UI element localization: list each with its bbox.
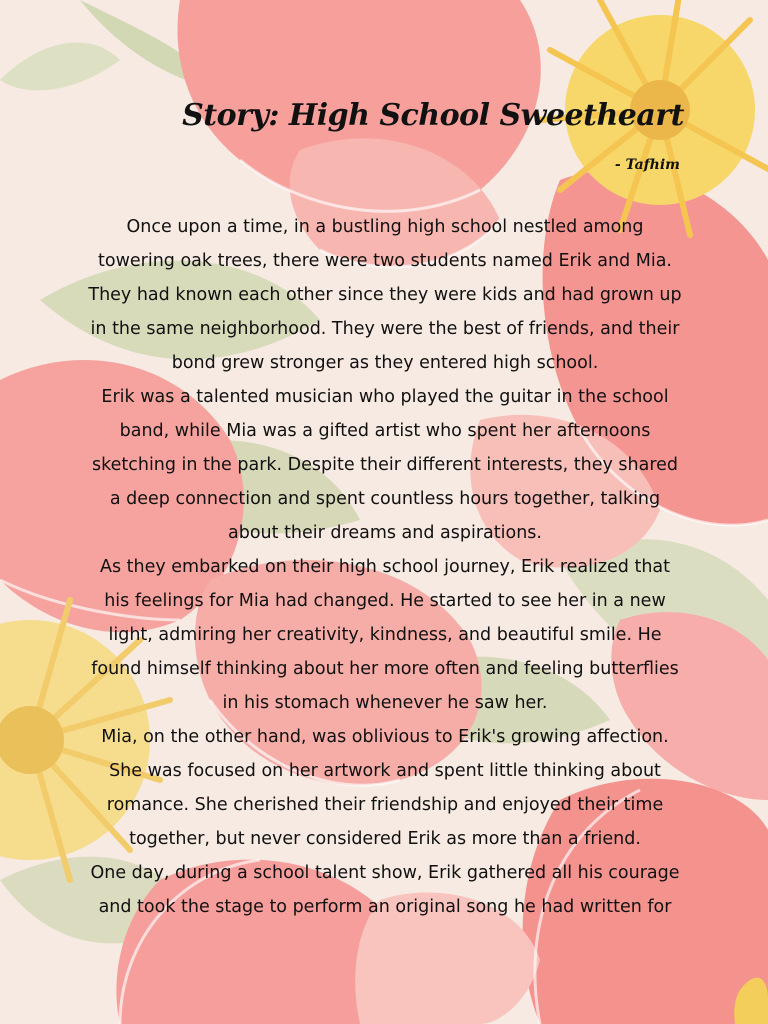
story-body [86,210,684,924]
story-paragraph: As they embarked on their high school journey, Erik realized that his feelings for Mia had changed. He started to see her in a new light, admiring her creativity, kindness, and beautiful smile. He found himself thinking about her more often and feeling butterflies in his stomach whenever he saw her. [91,557,679,713]
story-paragraph: Once upon a time, in a bustling high school nestled among towering oak trees, there were two students named Erik and Mia. They had known each other since they were kids and had grown up in the same neighborhood. They were the best of friends, and their bond grew stronger as they entered high school. [88,217,682,373]
story-paragraph: One day, during a school talent show, Erik gathered all his courage and took the stage to perform an original song he had written for [90,863,680,917]
author-credit: - Tafhim [614,157,680,173]
story-paragraph: Erik was a talented musician who played the guitar in the school band, while Mia was a gifted artist who spent her afternoons sketching in the park. Despite their different interests, they shared a deep connection and spent countless hours together, talking about their dreams and aspirations. [91,387,679,543]
story-paragraph: Mia, on the other hand, was oblivious to Erik's growing affection. She was focused on her artwork and spent little thinking about romance. She cherished their friendship and enjoyed their time together, but never considered Erik as more than a friend. [101,727,669,849]
story-title: Story: High School Sweetheart [182,98,684,133]
